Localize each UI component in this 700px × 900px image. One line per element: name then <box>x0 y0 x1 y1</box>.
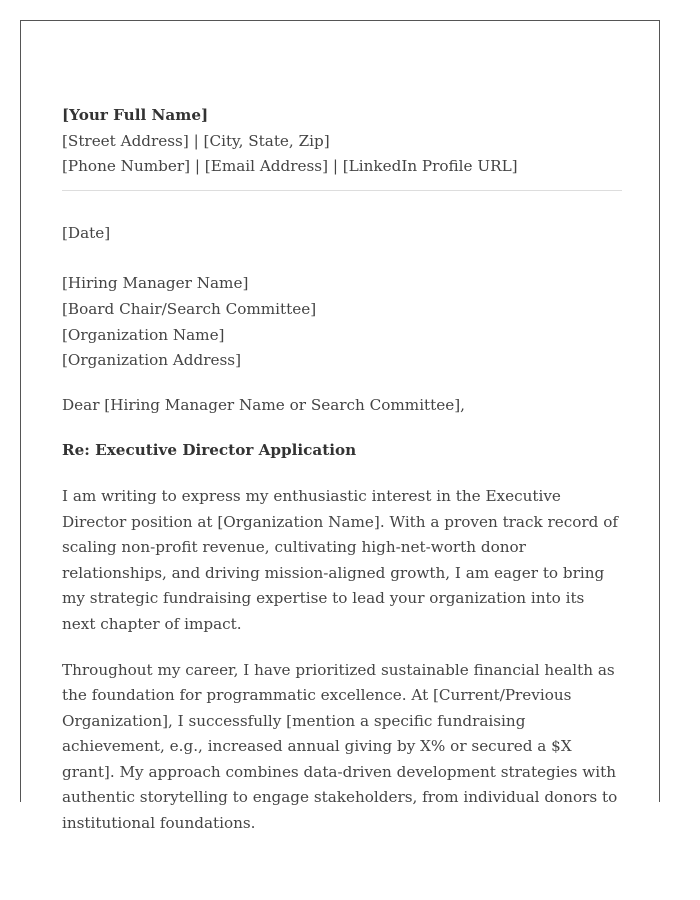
sender-contact: [Phone Number] | [Email Address] | [LinkedIn Profile URL] <box>62 157 518 176</box>
recipient-organization-address: [Organization Address] <box>62 351 241 370</box>
letter-date: [Date] <box>62 223 111 242</box>
recipient-block <box>62 271 622 373</box>
subject-line: Re: Executive Director Application <box>62 441 357 460</box>
sender-name: [Your Full Name] <box>62 106 209 124</box>
salutation: Dear [Hiring Manager Name or Search Committee], <box>62 395 465 414</box>
letter-page <box>20 20 660 833</box>
recipient-organization-name: [Organization Name] <box>62 325 225 344</box>
body-paragraph-1: I am writing to express my enthusiastic interest in the Executive Director position at [Organization Name]. With a proven track record of scaling non-profit revenue, cultivating high-net-worth donor relationships, and driving mission-aligned growth, I am eager to bring my strategic fundraising expertise to lead your organization into its next chapter of impact. <box>62 486 618 633</box>
header-divider <box>62 190 622 191</box>
recipient-hiring-manager: [Hiring Manager Name] <box>62 274 249 293</box>
letter-content <box>62 103 622 837</box>
recipient-board-chair: [Board Chair/Search Committee] <box>62 299 317 318</box>
body-paragraph-2: Throughout my career, I have prioritized sustainable financial health as the foundation for programmatic excellence. At [Current/Previous Organization], I successfully [mention a specific fundraising achievement, e.g., increased annual giving by X% or secured a $X grant]. My approach combines data-driven development strategies with authentic storytelling to engage stakeholders, from individual donors to institutional foundations. <box>62 660 618 833</box>
sender-address: [Street Address] | [City, State, Zip] <box>62 131 330 150</box>
